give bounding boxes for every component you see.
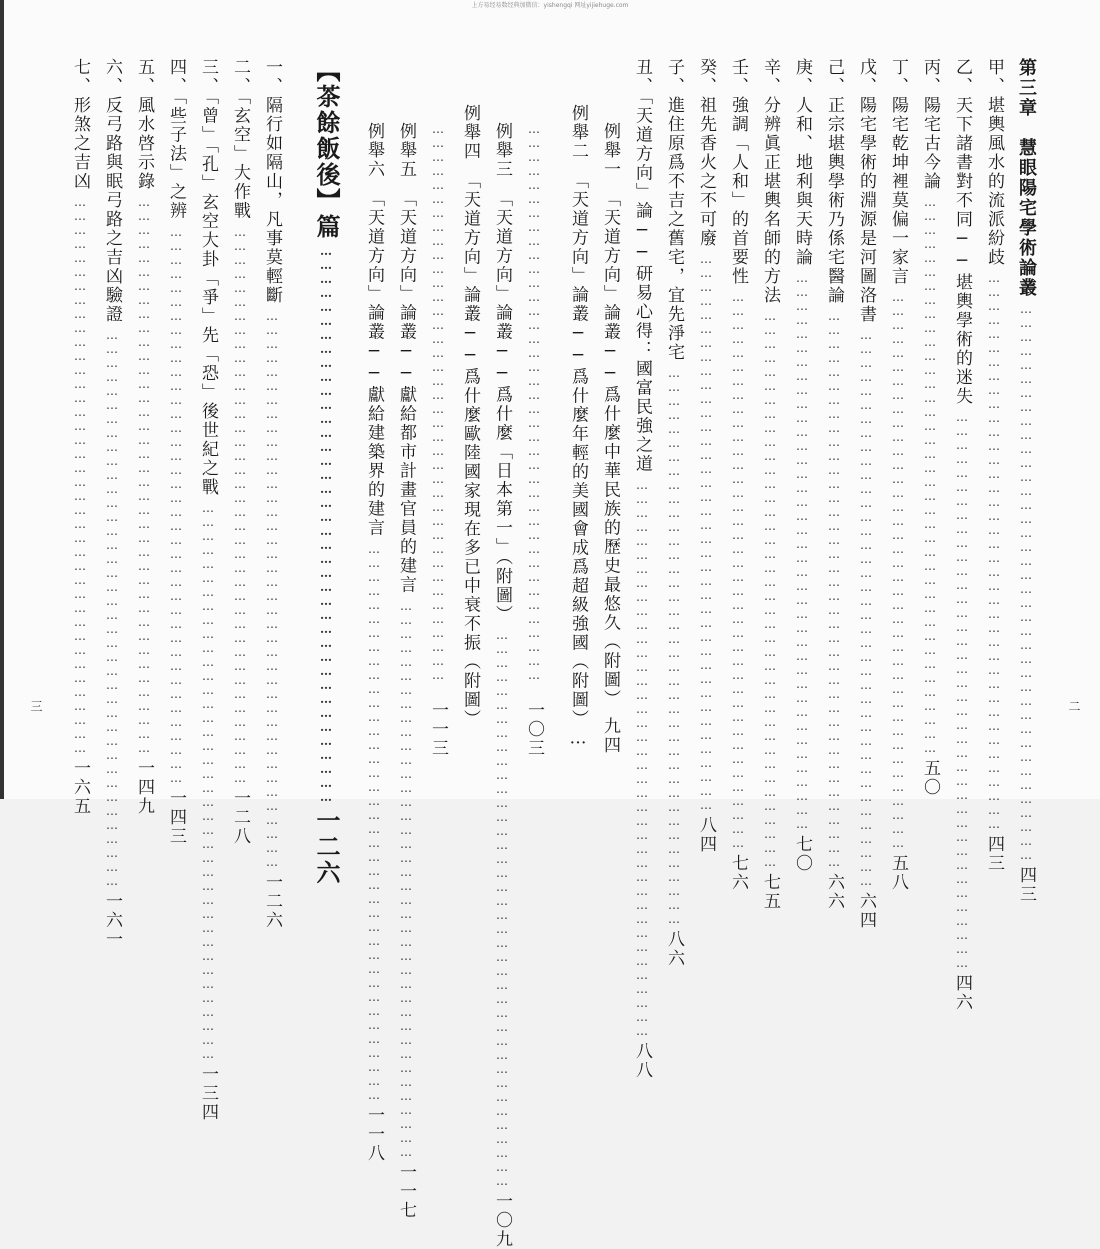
dot-leader: ………………………………………………………………………………………………………… — [955, 410, 969, 970]
toc-entry — [360, 58, 388, 1163]
toc-entry — [884, 58, 912, 892]
toc-entry — [308, 58, 344, 886]
toc-page-number: 一六一 — [102, 892, 122, 949]
toc-entry-title: 四、「些子法」之辨 — [166, 58, 186, 221]
dot-leader: ………………………………………………………………………………………………………… — [495, 628, 509, 1188]
spine-edge — [0, 0, 4, 799]
toc-page-number: 一四九 — [134, 759, 154, 816]
toc-entry — [194, 58, 222, 1122]
toc-entry-title: 第三章 慧眼陽宅學術論叢 — [1016, 58, 1037, 298]
toc-entry — [788, 58, 816, 873]
toc-page-number: 一二六 — [262, 873, 282, 930]
toc-entry — [756, 58, 784, 911]
toc-page-number: 九四 — [600, 716, 620, 755]
toc-page-number: 六六 — [824, 873, 844, 911]
toc-entry-title: 【茶餘飯後】篇 — [312, 58, 341, 240]
dot-leader: ………………………………………………………………………………………………………… — [399, 598, 413, 1159]
toc-entry-title: 己、正宗堪輿學術乃係宅醫論 — [824, 58, 844, 305]
toc-entry — [980, 58, 1008, 873]
toc-page-number: 一六五 — [70, 759, 90, 816]
toc-page-number: 一三四 — [198, 1065, 218, 1122]
toc-entry-title: 壬、強調「人和」的首要性 — [728, 58, 748, 286]
toc-page-number: 八四 — [696, 816, 716, 854]
toc-page-number: 一二八 — [230, 788, 250, 846]
toc-entry-title: 甲、堪輿風水的流派紛歧 — [984, 58, 1004, 267]
toc-page-number: 一〇九 — [492, 1192, 512, 1249]
toc-entry — [948, 58, 976, 1012]
toc-page-number: 四三 — [1016, 866, 1036, 904]
dot-leader: ………………………………………………………………………………………………………… — [667, 366, 681, 926]
watermark-text: 上方易经易数经典加微信：yishengqi 网址yijiehuge.com — [471, 2, 629, 9]
dot-leader: ………………………………………………………………………………………………………… — [73, 195, 87, 755]
toc-page-number: 一〇三 — [524, 701, 544, 758]
toc-page-number: 五〇 — [920, 759, 940, 797]
dot-leader: ………………………………………………………………………………………………………… — [169, 224, 183, 785]
page-number-right: 二 — [1067, 700, 1081, 712]
toc-entry — [1012, 58, 1040, 904]
toc-entry — [130, 58, 158, 816]
dot-leader: ………………………………………………………………………………………………………… — [987, 271, 1001, 831]
toc-page-number: 四三 — [984, 835, 1004, 873]
toc-entry-title: 乙、天下諸書對不同──堪輿學術的迷失 — [952, 58, 972, 406]
toc-page-number: 一一三 — [428, 701, 448, 758]
toc-entry — [564, 58, 592, 758]
toc-entry-title: 三、「曾」「孔」玄空大卦「爭」先「恐」後世紀之戰 — [198, 58, 218, 497]
toc-entry-title: 六、反弓路與眠弓路之吉凶驗證 — [102, 58, 122, 324]
toc-entry-title: 例舉六 「天道方向」論叢──獻給建築界的建言 — [364, 122, 384, 538]
toc-entry — [724, 58, 752, 892]
toc-entry — [258, 58, 286, 930]
dot-leader: ………………………………………………………………………………………………………… — [635, 477, 649, 1038]
toc-page-number: 八八 — [632, 1041, 652, 1080]
toc-page-number: 七六 — [728, 854, 748, 892]
toc-entry-title: 例舉一 「天道方向」論叢──爲什麼中華民族的歷史最悠久（附圖） — [600, 122, 620, 709]
toc-entry — [226, 58, 254, 846]
toc-entry-title: 一、隔行如隔山，凡事莫輕斷 — [262, 58, 282, 305]
dot-leader: ………………………………………………………………………………………………………… — [699, 252, 713, 812]
toc-entry — [692, 58, 720, 854]
toc-entry — [162, 58, 190, 846]
toc-page-number: 一一七 — [396, 1162, 416, 1220]
dot-leader: ………………………………………………………………………………………………………… — [367, 541, 381, 1102]
toc-page-number: 四六 — [952, 974, 972, 1012]
toc-entry — [520, 58, 548, 758]
toc-page-number: 七〇 — [792, 835, 812, 873]
toc-page-number: 五八 — [888, 854, 908, 892]
toc-entry-title: 辛、分辨眞正堪輿名師的方法 — [760, 58, 780, 305]
dot-leader: ………………………………………………………………………………………………………… — [859, 328, 873, 888]
dot-leader: ………………………………………………………………………………………………………… — [319, 244, 333, 804]
toc-entry — [456, 58, 484, 758]
toc-entry — [852, 58, 880, 930]
toc-page-number: 一四三 — [166, 788, 186, 846]
dot-leader: ………………………………………………………………………………………………………… — [527, 122, 541, 682]
toc-entry-title: 子、進住原爲不吉之舊宅，宜先淨宅 — [664, 58, 684, 362]
toc-entry-title: 庚、人和、地利與天時論 — [792, 58, 812, 267]
dot-leader: ………………………………………………………………………………………………………… — [431, 122, 445, 682]
dot-leader: ………………………………………………………………………………………………………… — [105, 328, 119, 888]
page-number-left: 三 — [29, 700, 43, 712]
toc-entry — [916, 58, 944, 797]
toc-entry-title: 例舉五 「天道方向」論叢──獻給都市計畫官員的建言 — [396, 122, 416, 595]
toc-entry-title: 丁、陽宅乾坤裡莫偏一家言 — [888, 58, 908, 286]
toc-entry — [392, 58, 420, 1220]
dot-leader: ………………………………………………………………………………………………………… — [137, 195, 151, 755]
toc-entry-title: 丑、「天道方向」論──研易心得：國富民強之道 — [632, 58, 652, 474]
toc-page-number: 七五 — [760, 873, 780, 911]
dot-leader: ………………………………………………………………………………………………………… — [891, 290, 905, 850]
toc-entry — [488, 58, 516, 1249]
toc-entry-title: 癸、祖先香火之不可廢 — [696, 58, 716, 248]
dot-leader: ………………………………………………………………………………………………………… — [233, 224, 247, 785]
toc-entry — [660, 58, 688, 968]
toc-entry-title: 七、形煞之吉凶 — [70, 58, 90, 191]
dot-leader: ………………………………………………………………………………………………………… — [265, 309, 279, 869]
toc-entry-title: 例舉三 「天道方向」論叢──爲什麼「日本第一」（附圖） — [492, 122, 512, 624]
toc-entry — [98, 58, 126, 949]
dot-leader: ………………………………………………………………………………………………………… — [1019, 302, 1033, 862]
toc-entry-title: 例舉四 「天道方向」論叢──爲什麼歐陸國家現在多已中衰不振（附圖） — [460, 104, 480, 729]
dot-leader: ………………………………………………………………………………………………………… — [731, 290, 745, 850]
toc-entry — [66, 58, 94, 816]
dot-leader: ………………………………………………………………………………………………………… — [827, 309, 841, 869]
dot-leader: ………………………………………………………………………………………………………… — [795, 271, 809, 831]
dot-leader: ………………………………………………………………………………………………………… — [201, 501, 215, 1061]
toc-page-number: 一二六 — [312, 808, 341, 886]
toc-entry-title: 二、「玄空」大作戰 — [230, 58, 250, 221]
dot-leader: ………………………………………………………………………………………………………… — [923, 195, 937, 755]
toc-page-number: 一一八 — [364, 1105, 384, 1163]
toc-entry — [424, 58, 452, 758]
dot-leader: ………………………………………………………………………………………………………… — [763, 309, 777, 869]
toc-entry-title: 戊、陽宅學術的淵源是河圖洛書 — [856, 58, 876, 324]
toc-entry-title: 五、風水啓示錄 — [134, 58, 154, 191]
toc-entry — [820, 58, 848, 911]
toc-entry — [596, 58, 624, 758]
toc-entry-title: 丙、陽宅古今論 — [920, 58, 940, 191]
toc-entry — [628, 58, 656, 1080]
toc-entry-title: 例舉二 「天道方向」論叢──爲什麼年輕的美國會成爲超級強國（附圖）… — [568, 104, 588, 751]
toc-page-number: 六四 — [856, 892, 876, 930]
toc-page-number: 八六 — [664, 930, 684, 968]
